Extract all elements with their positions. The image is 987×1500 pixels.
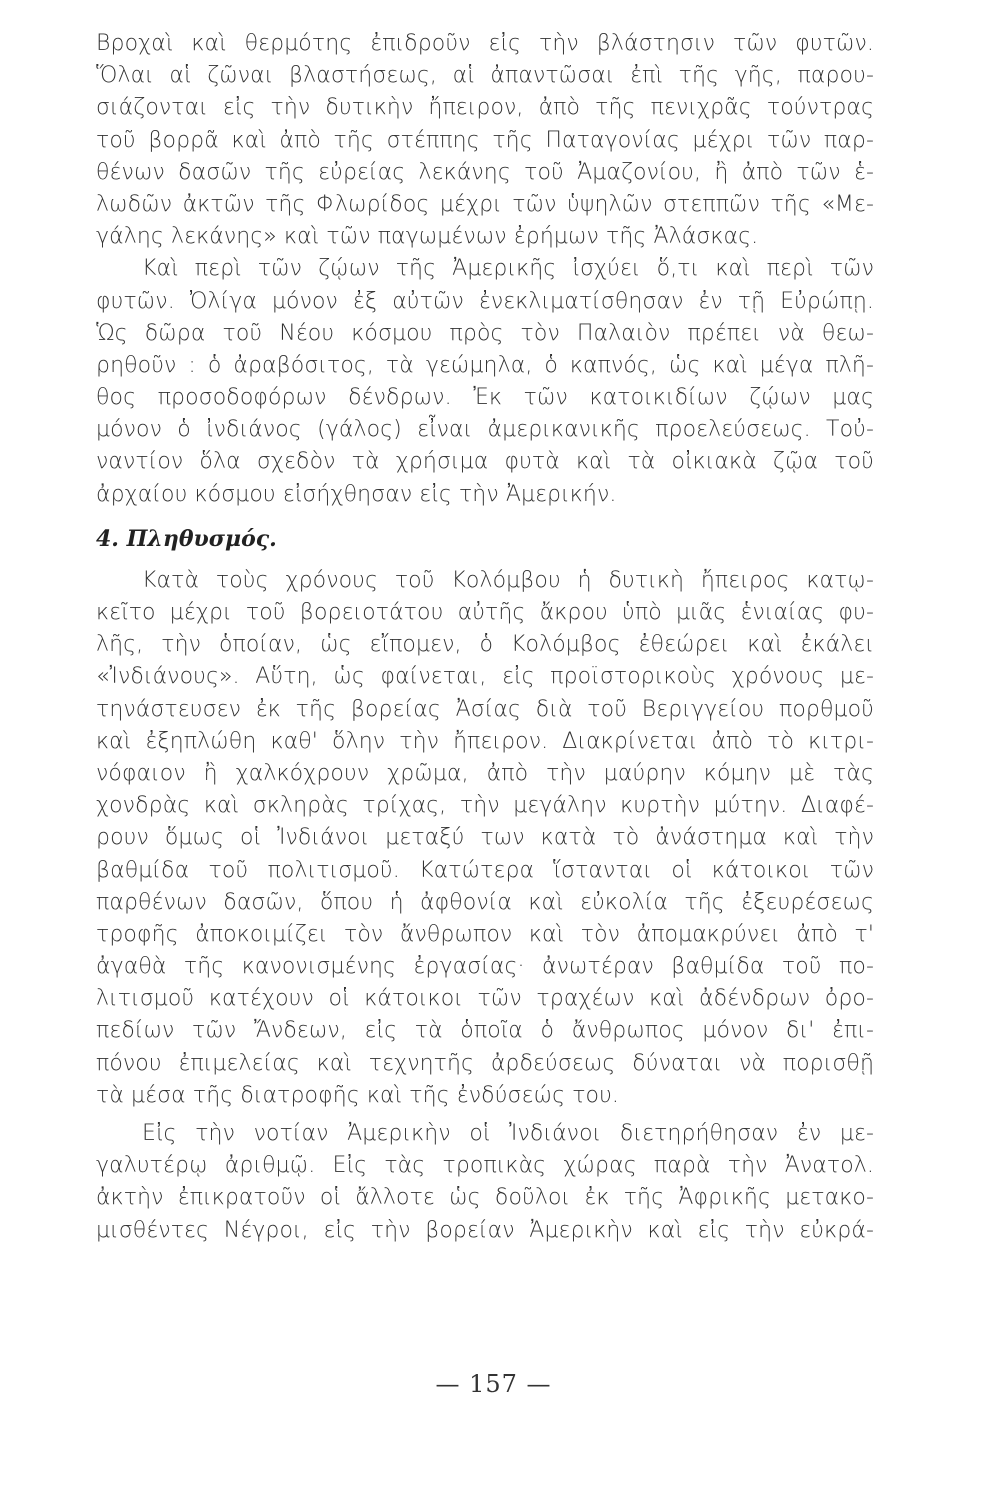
text-line: βαθμίδα τοῦ πολιτισμοῦ. Κατώτερα ἵστανται οἱ κάτοικοι τῶν — [96, 857, 874, 883]
text-line: τροφῆς ἀποκοιμίζει τὸν ἄνθρωπον καὶ τὸν ἀπομακρύνει ἀπὸ τ' — [96, 921, 874, 947]
text-line: τοῦ βορρᾶ καὶ ἀπὸ τῆς στέππης τῆς Παταγονίας μέχρι τῶν παρ- — [96, 127, 874, 153]
text-line: Βροχαὶ καὶ θερμότης ἐπιδροῦν εἰς τὴν βλάστησιν τῶν φυτῶν. — [96, 31, 874, 56]
paragraph-2 — [96, 253, 874, 511]
page-body — [96, 28, 874, 1247]
text-line: κεῖτο μέχρι τοῦ βορειοτάτου αὐτῆς ἄκρου ὑπὸ μιᾶς ἑνιαίας φυ- — [96, 600, 874, 625]
text-line: ρουν ὅμως οἱ Ἰνδιάνοι μεταξύ των κατὰ τὸ ἀνάστημα καὶ τὴν — [96, 825, 874, 851]
text-line: «Ἰνδιάνους». Αὕτη, ὡς φαίνεται, εἰς προϊστορικοὺς χρόνους με- — [96, 664, 874, 690]
text-line: ἀγαθὰ τῆς κανονισμένης ἐργασίας· ἀνωτέραν βαθμίδα τοῦ πο- — [96, 954, 874, 980]
text-line: νόφαιον ἢ χαλκόχρουν χρῶμα, ἀπὸ τὴν μαύρην κόμην μὲ τὰς — [96, 760, 874, 786]
text-line: ναντίον ὅλα σχεδὸν τὰ χρήσιμα φυτὰ καὶ τὰ οἰκιακὰ ζῷα τοῦ — [96, 449, 874, 475]
text-line: σιάζονται εἰς τὴν δυτικὴν ἤπειρον, ἀπὸ τῆς πενιχρᾶς τούντρας — [96, 95, 874, 121]
text-line: μόνον ὁ ἰνδιάνος (γάλος) εἶναι ἀμερικανικῆς προελεύσεως. Τοὐ- — [96, 417, 874, 443]
text-line: πεδίων τῶν Ἄνδεων, εἰς τὰ ὁποῖα ὁ ἄνθρωπος μόνον δι' ἐπι- — [96, 1018, 874, 1044]
text-line: θος προσοδοφόρων δένδρων. Ἐκ τῶν κατοικιδίων ζῴων μας — [96, 385, 874, 411]
text-line: καὶ ἐξηπλώθη καθ' ὅλην τὴν ἤπειρον. Διακρίνεται ἀπὸ τὸ κιτρι- — [96, 728, 874, 754]
paragraph-3 — [96, 565, 874, 1112]
text-line: Ὅλαι αἱ ζῶναι βλαστήσεως, αἱ ἀπαντῶσαι ἐπὶ τῆς γῆς, παρου- — [96, 63, 874, 89]
text-line: πόνου ἐπιμελείας καὶ τεχνητῆς ἀρδεύσεως δύναται νὰ πορισθῇ — [96, 1050, 874, 1076]
text-line: Εἰς τὴν νοτίαν Ἀμερικὴν οἱ Ἰνδιάνοι διετηρήθησαν ἐν με- — [142, 1121, 874, 1146]
text-line: τὰ μέσα τῆς διατροφῆς καὶ τῆς ἐνδύσεώς του. — [96, 1082, 620, 1108]
text-line: γαλυτέρῳ ἀριθμῷ. Εἰς τὰς τροπικὰς χώρας παρὰ τὴν Ἀνατολ. — [96, 1153, 874, 1179]
text-line: λιτισμοῦ κατέχουν οἱ κάτοικοι τῶν τραχέων καὶ ἀδένδρων ὀρο- — [96, 986, 874, 1012]
text-line: τηνάστευσεν ἐκ τῆς βορείας Ἀσίας διὰ τοῦ Βεριγγείου πορθμοῦ — [96, 696, 874, 722]
text-line: ρηθοῦν : ὁ ἀραβόσιτος, τὰ γεώμηλα, ὁ καπνός, ὡς καὶ μέγα πλῆ- — [96, 352, 874, 378]
text-line: λωδῶν ἀκτῶν τῆς Φλωρίδος μέχρι τῶν ὑψηλῶν στεππῶν τῆς «Με- — [96, 191, 874, 217]
text-line: θένων δασῶν τῆς εὐρείας λεκάνης τοῦ Ἀμαζονίου, ἢ ἀπὸ τῶν ἑ- — [96, 159, 874, 185]
text-line: φυτῶν. Ὀλίγα μόνον ἐξ αὐτῶν ἐνεκλιματίσθησαν ἐν τῇ Εὐρώπῃ. — [96, 288, 874, 314]
section-heading: 4. Πληθυσμός. — [96, 525, 277, 552]
text-line: λῆς, τὴν ὁποίαν, ὡς εἴπομεν, ὁ Κολόμβος ἐθεώρει καὶ ἐκάλει — [96, 632, 874, 658]
page-number: — 157 — — [435, 1370, 552, 1398]
paragraph-4 — [96, 1118, 874, 1247]
text-line: ἀκτὴν ἐπικρατοῦν οἱ ἄλλοτε ὡς δοῦλοι ἐκ τῆς Ἀφρικῆς μετακο- — [96, 1185, 874, 1211]
text-line: Ὡς δῶρα τοῦ Νέου κόσμου πρὸς τὸν Παλαιὸν πρέπει νὰ θεω- — [96, 320, 874, 346]
text-line: χονδρὰς καὶ σκληρὰς τρίχας, τὴν μεγάλην κυρτὴν μύτην. Διαφέ- — [96, 793, 874, 819]
text-line: Κατὰ τοὺς χρόνους τοῦ Κολόμβου ἡ δυτικὴ ἤπειρος κατῳ- — [142, 567, 874, 593]
paragraph-1 — [96, 28, 874, 253]
text-line: γάλης λεκάνης» καὶ τῶν παγωμένων ἐρήμων τῆς Ἀλάσκας. — [96, 224, 759, 250]
text-line: ἀρχαίου κόσμου εἰσήχθησαν εἰς τὴν Ἀμερικήν. — [96, 481, 617, 507]
text-line: παρθένων δασῶν, ὅπου ἡ ἀφθονία καὶ εὐκολία τῆς ἐξευρέσεως — [96, 889, 874, 915]
text-line: μισθέντες Νέγροι, εἰς τὴν βορείαν Ἀμερικὴν καὶ εἰς τὴν εὐκρά- — [96, 1217, 874, 1243]
text-line: Καὶ περὶ τῶν ζῴων τῆς Ἀμερικῆς ἰσχύει ὅ,τι καὶ περὶ τῶν — [142, 256, 874, 282]
